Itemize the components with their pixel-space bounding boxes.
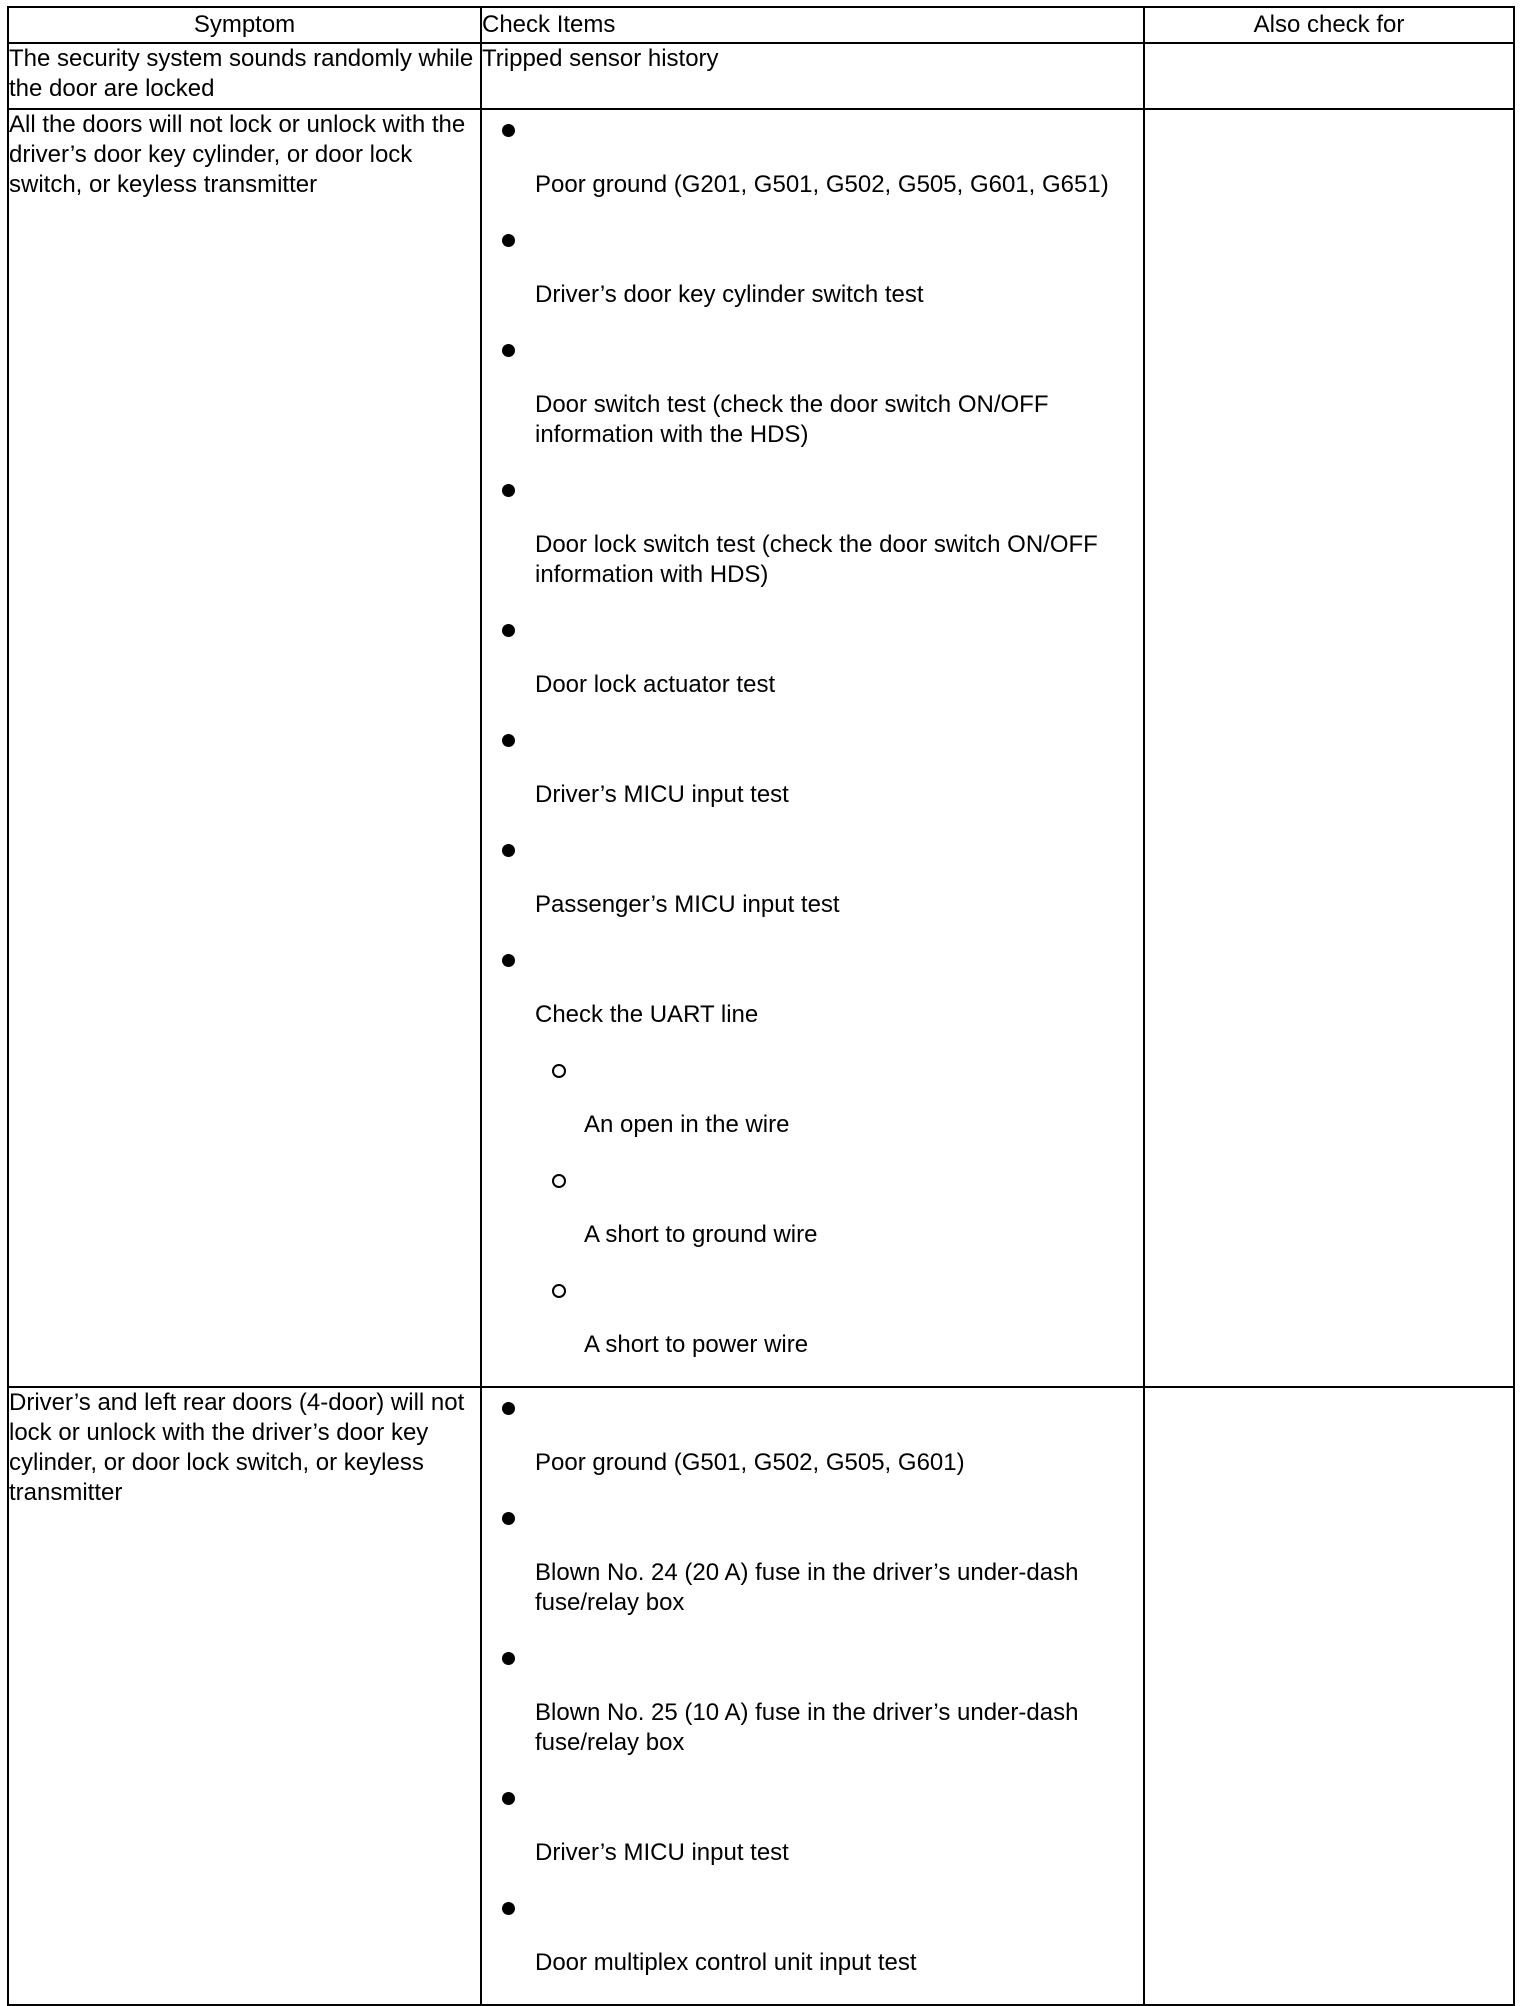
list-item: [482, 1644, 1143, 1758]
sub-item-text: A short to power wire: [584, 1331, 809, 1358]
check-item-text: Check the UART line: [535, 1001, 759, 1028]
also-check-cell: [1144, 1387, 1514, 2005]
symptom-cell: All the doors will not lock or unlock with the driver’s door key cylinder, or door lock switch, or keyless transmitter: [8, 109, 481, 1387]
header-symptom: Symptom: [8, 7, 481, 43]
check-item-text: Poor ground (G501, G502, G505, G601): [535, 1449, 965, 1476]
sub-list-item: [482, 1166, 1143, 1250]
list-item: [482, 116, 1143, 200]
circle-bullet-icon: [552, 1174, 566, 1188]
check-items-cell: [481, 109, 1144, 1387]
bullet-icon: [502, 1902, 515, 1915]
check-item-text: Blown No. 25 (10 A) fuse in the driver’s under-dash fuse/relay box: [535, 1699, 1079, 1756]
header-row: [8, 7, 1514, 43]
header-also-check-for: Also check for: [1144, 7, 1514, 43]
sub-item-text: An open in the wire: [584, 1111, 790, 1138]
check-item-text: Door multiplex control unit input test: [535, 1949, 917, 1976]
check-item-list: [482, 1388, 1143, 1978]
symptom-table: [7, 6, 1515, 2006]
bullet-icon: [502, 484, 515, 497]
list-item: [482, 1504, 1143, 1618]
list-item: [482, 476, 1143, 590]
table-row: [8, 1387, 1514, 2005]
bullet-icon: [502, 1652, 515, 1665]
list-item: [482, 946, 1143, 1030]
check-item-cell: Tripped sensor history: [481, 43, 1144, 109]
check-item-text: Door lock switch test (check the door switch ON/OFF information with HDS): [535, 531, 1098, 588]
list-item: [482, 726, 1143, 810]
bullet-icon: [502, 234, 515, 247]
sub-list-item: [482, 1276, 1143, 1360]
bullet-icon: [502, 1402, 515, 1415]
bullet-icon: [502, 624, 515, 637]
list-item: [482, 1784, 1143, 1868]
troubleshooting-sheet: [7, 6, 1513, 1976]
list-item: [482, 1894, 1143, 1978]
symptom-cell: The security system sounds randomly while the door are locked: [8, 43, 481, 109]
bullet-icon: [502, 844, 515, 857]
check-item-text: Blown No. 24 (20 A) fuse in the driver’s under-dash fuse/relay box: [535, 1559, 1079, 1616]
check-item-text: Passenger’s MICU input test: [535, 891, 840, 918]
sub-list-item: [482, 1056, 1143, 1140]
check-items-cell: [481, 1387, 1144, 2005]
check-item-text: Driver’s MICU input test: [535, 781, 789, 808]
check-item-text: Door switch test (check the door switch ON/OFF information with the HDS): [535, 391, 1049, 448]
check-item-text: Poor ground (G201, G501, G502, G505, G601, G651): [535, 171, 1109, 198]
table-row: [8, 109, 1514, 1387]
check-item-text: Door lock actuator test: [535, 671, 776, 698]
also-check-cell: [1144, 43, 1514, 109]
bullet-icon: [502, 954, 515, 967]
header-check-items: Check Items: [481, 7, 1144, 43]
table-row: [8, 43, 1514, 109]
bullet-icon: [502, 1512, 515, 1525]
circle-bullet-icon: [552, 1064, 566, 1078]
bullet-icon: [502, 124, 515, 137]
check-item-text: Driver’s MICU input test: [535, 1839, 789, 1866]
also-check-cell: [1144, 109, 1514, 1387]
list-item: [482, 836, 1143, 920]
bullet-icon: [502, 734, 515, 747]
circle-bullet-icon: [552, 1284, 566, 1298]
check-item-list: [482, 110, 1143, 1360]
symptom-cell: Driver’s and left rear doors (4-door) will not lock or unlock with the driver’s door key cylinder, or door lock switch, or keyless transmitter: [8, 1387, 481, 2005]
list-item: [482, 336, 1143, 450]
list-item: [482, 1394, 1143, 1478]
bullet-icon: [502, 1792, 515, 1805]
check-item-text: Driver’s door key cylinder switch test: [535, 281, 924, 308]
list-item: [482, 226, 1143, 310]
sub-item-text: A short to ground wire: [584, 1221, 818, 1248]
bullet-icon: [502, 344, 515, 357]
list-item: [482, 616, 1143, 700]
